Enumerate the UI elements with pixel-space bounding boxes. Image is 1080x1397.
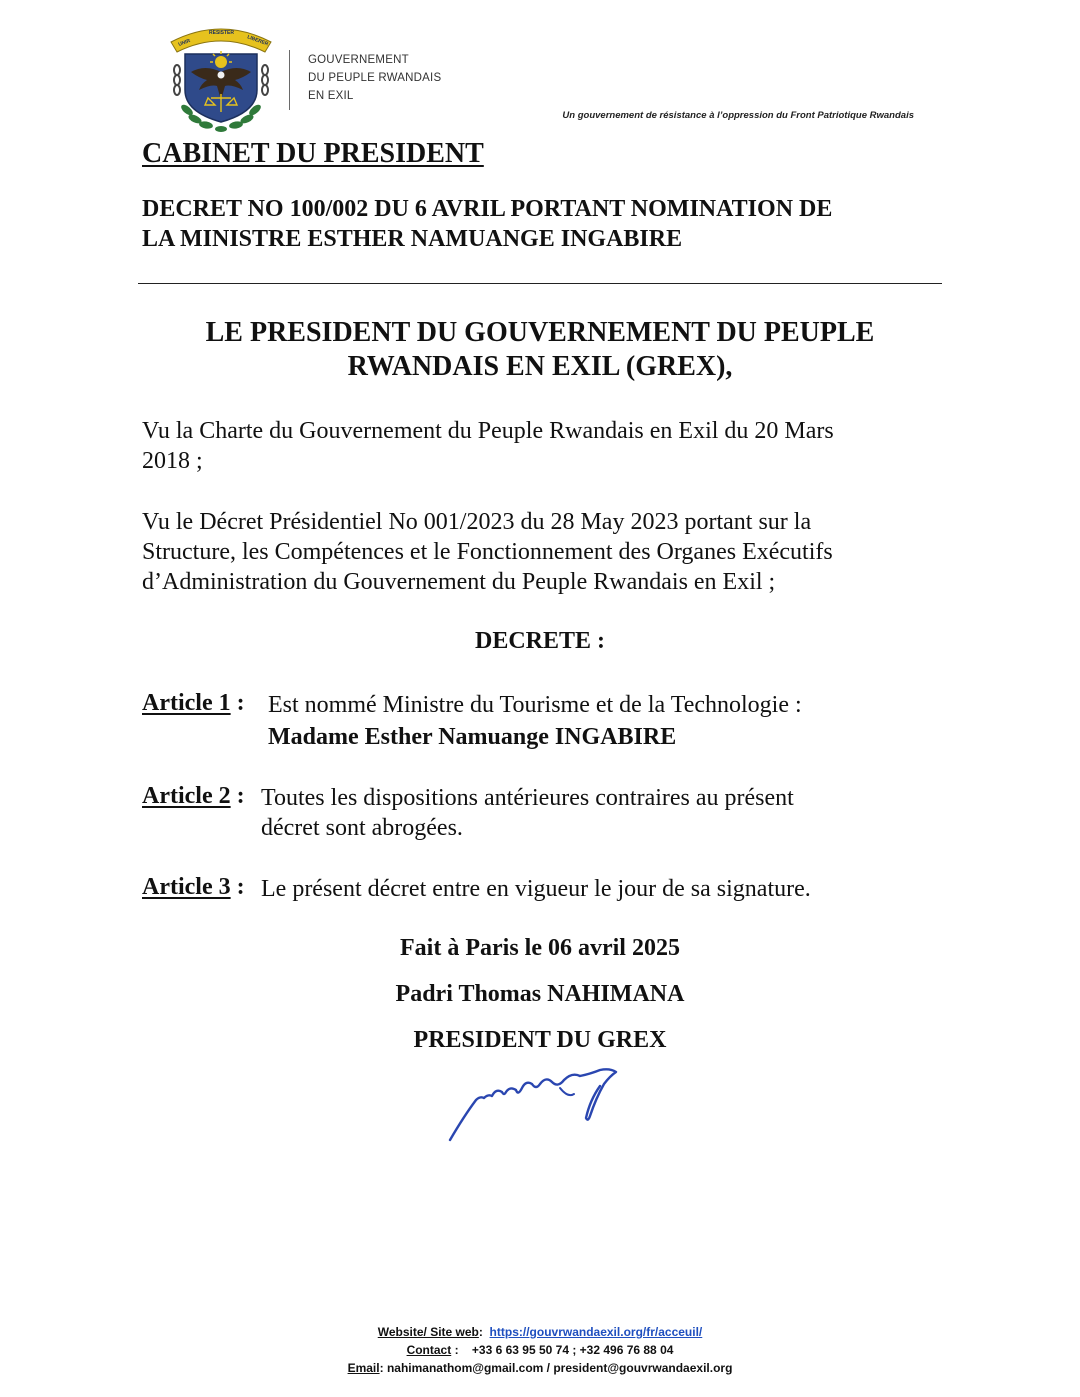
article-label-colon: : <box>230 874 245 900</box>
place-date: Fait à Paris le 06 avril 2025 <box>400 935 680 961</box>
seal-motto-center: RESISTER <box>209 30 235 36</box>
article-2-text <box>261 783 794 843</box>
article-1-appointee: Madame Esther Namuange INGABIRE <box>268 724 677 750</box>
decree-title-line: LA MINISTRE ESTHER NAMUANGE INGABIRE <box>142 226 683 252</box>
president-heading-line: LE PRESIDENT DU GOUVERNEMENT DU PEUPLE <box>205 317 875 348</box>
seal-motto-right: LIBERER <box>246 34 269 48</box>
article-label-colon: : <box>230 783 245 809</box>
paragraph-line: décret sont abrogées. <box>261 815 463 841</box>
article-1-text: Est nommé Ministre du Tourisme et de la Technologie : <box>268 692 802 718</box>
considerant-presidential-decree <box>142 507 942 597</box>
footer-contact-label: Contact <box>406 1343 452 1357</box>
article-label-colon: : <box>230 690 245 716</box>
decree-title-line: DECRET NO 100/002 DU 6 AVRIL PORTANT NOMINATION DE <box>142 196 833 222</box>
president-heading <box>140 316 940 384</box>
paragraph-line: Toutes les dispositions antérieures contraires au présent <box>261 785 794 811</box>
header-divider <box>289 50 290 110</box>
footer-email-label: Email <box>347 1361 380 1375</box>
article-label-text: Article 3 <box>142 874 231 900</box>
signatory-name: Padri Thomas NAHIMANA <box>395 981 685 1007</box>
signature-icon <box>440 1058 630 1148</box>
signatory-title: PRESIDENT DU GREX <box>413 1027 667 1053</box>
horizontal-rule <box>138 283 942 284</box>
paragraph-line: d’Administration du Gouvernement du Peuple Rwandais en Exil ; <box>142 569 776 595</box>
cabinet-heading: CABINET DU PRESIDENT <box>142 138 484 169</box>
coat-of-arms-icon <box>165 20 277 136</box>
org-name-line-3: EN EXIL <box>308 90 354 102</box>
footer-contact: Contact : +33 6 63 95 50 74 ; +32 496 76 88 04 <box>406 1343 674 1357</box>
article-2-label <box>142 783 245 810</box>
considerant-charter <box>142 416 942 476</box>
org-name-line-2: DU PEUPLE RWANDAIS <box>308 72 442 84</box>
decrete-heading: DECRETE : <box>474 628 606 654</box>
paragraph-line: Vu le Décret Présidentiel No 001/2023 du 28 May 2023 portant sur la <box>142 509 812 535</box>
article-label-text: Article 1 <box>142 690 231 716</box>
decree-title <box>142 194 962 254</box>
footer-contact-value: +33 6 63 95 50 74 ; +32 496 76 88 04 <box>471 1343 674 1357</box>
article-1-label <box>142 690 245 717</box>
footer-website-label: Website/ Site web <box>377 1325 479 1339</box>
org-name-line-1: GOUVERNEMENT <box>308 54 409 66</box>
paragraph-line: Vu la Charte du Gouvernement du Peuple Rwandais en Exil du 20 Mars <box>142 418 834 444</box>
footer-email: Email: nahimanathom@gmail.com / president@gouvrwandaexil.org <box>347 1361 733 1375</box>
footer-website: Website/ Site web: https://gouvrwandaexil.org/fr/acceuil/ <box>377 1325 703 1339</box>
article-3-label <box>142 874 245 901</box>
tagline: Un gouvernement de résistance à l’oppression du Front Patriotique Rwandais <box>562 110 914 121</box>
article-label-text: Article 2 <box>142 783 231 809</box>
paragraph-line: 2018 ; <box>142 448 203 474</box>
website-link[interactable]: https://gouvrwandaexil.org/fr/acceuil/ <box>489 1325 703 1339</box>
seal-motto-left: UNIR <box>177 38 192 48</box>
footer-email-value: nahimanathom@gmail.com / president@gouvrwandaexil.org <box>386 1361 733 1375</box>
president-heading-line: RWANDAIS EN EXIL (GREX), <box>347 351 733 382</box>
paragraph-line: Structure, les Compétences et le Fonctionnement des Organes Exécutifs <box>142 539 833 565</box>
article-3-text: Le présent décret entre en vigueur le jour de sa signature. <box>261 876 811 902</box>
